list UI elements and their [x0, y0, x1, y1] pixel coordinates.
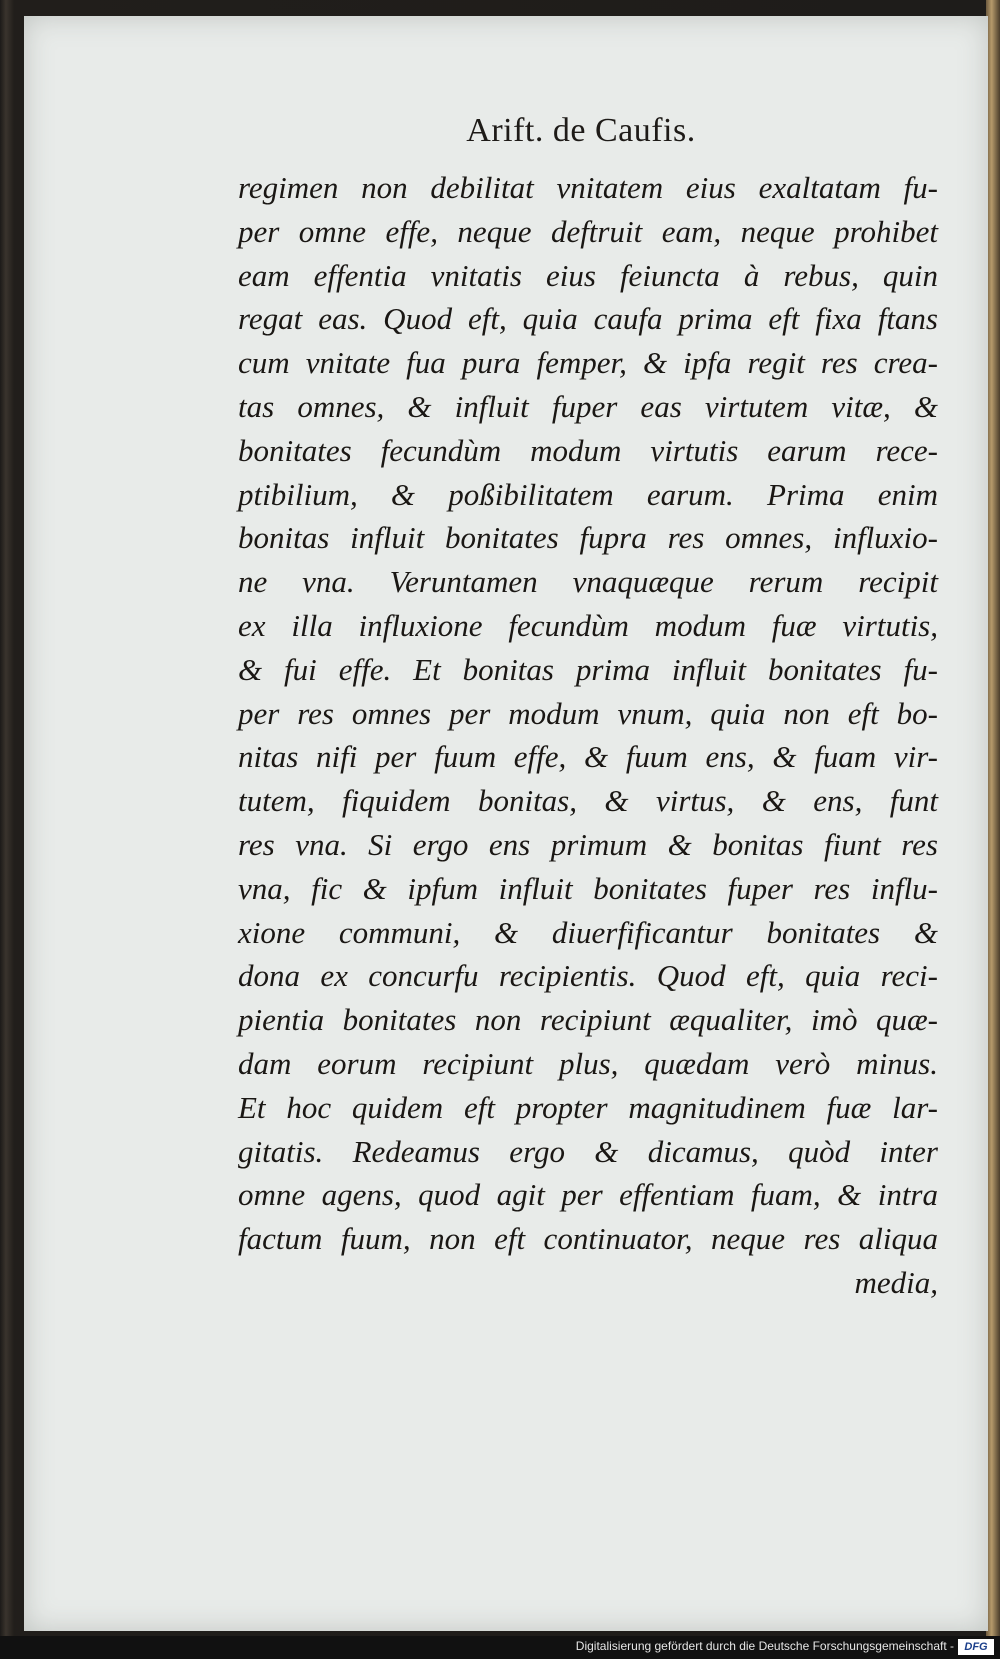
book-edge — [986, 0, 1000, 1640]
text-line: regimen non debilitat vnitatem eius exaltatam fu- — [238, 170, 938, 205]
text-line: factum fuum, non eft continuator, neque res aliqua — [238, 1221, 938, 1257]
funding-credit: Digitalisierung gefördert durch die Deutsche Forschungsgemeinschaft - — [575, 1639, 954, 1653]
text-line: gitatis. Redeamus ergo & dicamus, quòd inter — [238, 1133, 938, 1169]
running-head: Arift. de Caufis. — [466, 112, 696, 149]
footer-bar — [0, 1636, 1000, 1659]
text-line: tutem, fiquidem bonitas, & virtus, & ens, funt — [238, 783, 938, 819]
text-line: ex illa influxione fecundùm modum fuæ virtutis, — [238, 607, 938, 643]
text-line: eam effentia vnitatis eius feiuncta à rebus, quin — [238, 257, 938, 293]
text-line: ne vna. Veruntamen vnaquæque rerum recipit — [238, 564, 938, 600]
text-line: vna, fic & ipfum influit bonitates fuper res influ- — [238, 870, 938, 906]
text-line: tas omnes, & influit fuper eas virtutem vitæ, & — [238, 388, 938, 424]
text-line: bonitates fecundùm modum virtutis earum rece- — [238, 432, 938, 468]
text-line: omne agens, quod agit per effentiam fuam, & intra — [238, 1177, 938, 1213]
text-line: res vna. Si ergo ens primum & bonitas fiunt res — [238, 826, 938, 862]
dfg-logo-icon: DFG — [958, 1639, 994, 1655]
text-line: pientia bonitates non recipiunt æqualiter, imò quæ- — [238, 1002, 938, 1038]
text-line: per omne effe, neque deftruit eam, neque prohibet — [238, 213, 938, 249]
book-page — [24, 16, 988, 1631]
text-line: dam eorum recipiunt plus, quædam verò minus. — [238, 1045, 938, 1081]
text-line: dona ex concurfu recipientis. Quod eft, quia reci- — [238, 958, 938, 994]
text-line: nitas nifi per fuum effe, & fuum ens, & fuam vir- — [238, 739, 938, 775]
text-line: regat eas. Quod eft, quia caufa prima eft fixa ftans — [238, 301, 938, 337]
text-line: bonitas influit bonitates fupra res omnes, influxio- — [238, 520, 938, 556]
text-line: & fui effe. Et bonitas prima influit bonitates fu- — [238, 651, 938, 687]
body-text — [238, 166, 938, 1305]
text-line: cum vnitate fua pura femper, & ipfa regit res crea- — [238, 345, 938, 381]
text-line: xione communi, & diuerfificantur bonitates & — [238, 914, 938, 950]
text-line: Et hoc quidem eft propter magnitudinem fuæ lar- — [238, 1089, 938, 1125]
text-line: media, — [854, 1264, 938, 1300]
text-line: per res omnes per modum vnum, quia non eft bo- — [238, 695, 938, 731]
text-line: ptibilium, & poßibilitatem earum. Prima enim — [238, 476, 938, 512]
